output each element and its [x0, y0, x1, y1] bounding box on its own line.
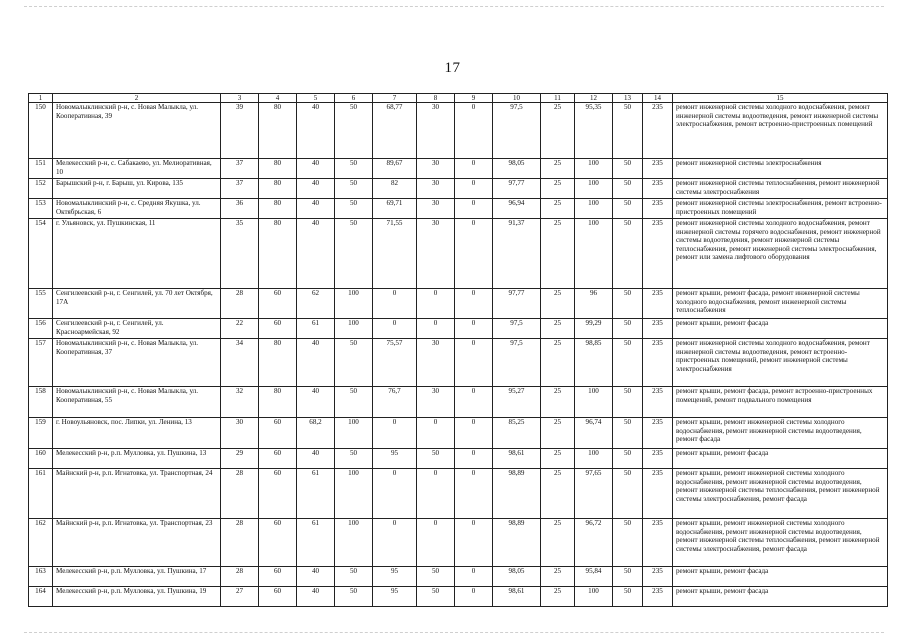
cell-value-11: 25	[541, 567, 575, 587]
cell-value-8: 30	[417, 103, 455, 159]
cell-value-10: 98,05	[493, 567, 541, 587]
cell-value-10: 96,94	[493, 199, 541, 219]
scan-edge-top	[24, 6, 884, 8]
cell-value-6: 50	[335, 179, 373, 199]
cell-row-number: 152	[29, 179, 53, 199]
cell-value-10: 97,77	[493, 289, 541, 319]
cell-address: Барышский р-н, г. Барыш, ул. Кирова, 135	[53, 179, 221, 199]
cell-value-6: 50	[335, 339, 373, 387]
cell-value-10: 97,5	[493, 103, 541, 159]
cell-value-5: 40	[297, 159, 335, 179]
cell-value-8: 30	[417, 339, 455, 387]
column-header: 4	[259, 94, 297, 103]
cell-value-3: 28	[221, 469, 259, 519]
cell-value-10: 97,77	[493, 179, 541, 199]
cell-value-4: 80	[259, 339, 297, 387]
cell-value-3: 39	[221, 103, 259, 159]
cell-value-14: 235	[643, 339, 673, 387]
cell-value-12: 100	[575, 179, 613, 199]
cell-value-5: 40	[297, 103, 335, 159]
cell-value-3: 27	[221, 587, 259, 607]
cell-row-number: 162	[29, 519, 53, 567]
column-header: 14	[643, 94, 673, 103]
cell-value-3: 37	[221, 159, 259, 179]
cell-works-list: ремонт инженерной системы электроснабжения, ремонт встроенно-пристроенных помещений	[673, 199, 888, 219]
column-header: 6	[335, 94, 373, 103]
cell-value-6: 50	[335, 387, 373, 418]
cell-value-9: 0	[455, 159, 493, 179]
cell-address: Новомалыклинский р-н, с. Средняя Якушка, ул. Октябрьская, 6	[53, 199, 221, 219]
cell-value-11: 25	[541, 319, 575, 339]
cell-value-7: 76,7	[373, 387, 417, 418]
cell-value-6: 100	[335, 418, 373, 449]
cell-value-12: 100	[575, 387, 613, 418]
cell-value-3: 30	[221, 418, 259, 449]
cell-value-12: 97,65	[575, 469, 613, 519]
cell-row-number: 157	[29, 339, 53, 387]
cell-value-9: 0	[455, 103, 493, 159]
cell-works-list: ремонт крыши, ремонт инженерной системы холодного водоснабжения, ремонт инженерной системы водоотведения, ремонт инженерной системы теплоснабжения, ремонт инженерной системы электроснабжения, ремонт фасада	[673, 519, 888, 567]
cell-value-6: 100	[335, 469, 373, 519]
cell-value-6: 100	[335, 319, 373, 339]
cell-value-10: 98,89	[493, 519, 541, 567]
cell-value-9: 0	[455, 387, 493, 418]
cell-value-6: 50	[335, 199, 373, 219]
cell-address: Новомалыклинский р-н, с. Новая Малыкла, ул. Кооперативная, 39	[53, 103, 221, 159]
cell-address: Мелекесский р-н, р.п. Мулловка, ул. Пушкина, 13	[53, 449, 221, 469]
table-row	[29, 449, 888, 469]
cell-value-8: 0	[417, 418, 455, 449]
cell-value-5: 62	[297, 289, 335, 319]
cell-address: Сенгилеевский р-н, г. Сенгилей, ул. Красноармейская, 92	[53, 319, 221, 339]
cell-value-10: 91,37	[493, 219, 541, 289]
cell-value-12: 100	[575, 199, 613, 219]
cell-address: Новомалыклинский р-н, с. Новая Малыкла, ул. Кооперативная, 55	[53, 387, 221, 418]
cell-row-number: 160	[29, 449, 53, 469]
cell-value-5: 61	[297, 519, 335, 567]
cell-value-5: 40	[297, 567, 335, 587]
cell-value-12: 100	[575, 449, 613, 469]
cell-value-10: 97,5	[493, 339, 541, 387]
cell-value-4: 60	[259, 469, 297, 519]
cell-value-6: 100	[335, 519, 373, 567]
table-row	[29, 418, 888, 449]
page-number: 17	[444, 60, 461, 76]
table-row	[29, 179, 888, 199]
cell-value-14: 235	[643, 319, 673, 339]
cell-value-8: 30	[417, 219, 455, 289]
cell-value-11: 25	[541, 199, 575, 219]
cell-value-13: 50	[613, 289, 643, 319]
cell-value-11: 25	[541, 289, 575, 319]
table-row	[29, 587, 888, 607]
cell-value-9: 0	[455, 319, 493, 339]
housing-repair-table	[28, 93, 888, 607]
column-number-row	[29, 94, 888, 103]
cell-value-14: 235	[643, 289, 673, 319]
cell-value-4: 80	[259, 179, 297, 199]
column-header: 3	[221, 94, 259, 103]
cell-value-12: 96	[575, 289, 613, 319]
cell-value-8: 30	[417, 387, 455, 418]
cell-value-13: 50	[613, 418, 643, 449]
cell-value-3: 35	[221, 219, 259, 289]
cell-value-3: 28	[221, 289, 259, 319]
cell-value-10: 85,25	[493, 418, 541, 449]
column-header: 8	[417, 94, 455, 103]
cell-works-list: ремонт крыши, ремонт инженерной системы холодного водоснабжения, ремонт инженерной системы водоотведения, ремонт инженерной системы теплоснабжения, ремонт инженерной системы электроснабжения, ремонт фасада	[673, 469, 888, 519]
table-row	[29, 387, 888, 418]
cell-value-14: 235	[643, 519, 673, 567]
cell-value-7: 0	[373, 519, 417, 567]
table-row	[29, 219, 888, 289]
cell-value-10: 98,89	[493, 469, 541, 519]
cell-value-5: 40	[297, 587, 335, 607]
cell-value-11: 25	[541, 418, 575, 449]
cell-address: Мелекесский р-н, с. Сабакаево, ул. Мелиоративная, 10	[53, 159, 221, 179]
cell-value-8: 50	[417, 587, 455, 607]
cell-address: г. Новоульяновск, пос. Липки, ул. Ленина, 13	[53, 418, 221, 449]
cell-value-11: 25	[541, 519, 575, 567]
table-row	[29, 339, 888, 387]
table-body	[29, 103, 888, 607]
cell-row-number: 155	[29, 289, 53, 319]
cell-value-7: 0	[373, 289, 417, 319]
cell-value-3: 37	[221, 179, 259, 199]
cell-works-list: ремонт инженерной системы электроснабжения	[673, 159, 888, 179]
cell-value-13: 50	[613, 219, 643, 289]
cell-value-3: 28	[221, 567, 259, 587]
cell-value-10: 98,61	[493, 587, 541, 607]
cell-value-13: 50	[613, 587, 643, 607]
cell-value-6: 50	[335, 219, 373, 289]
cell-value-8: 0	[417, 319, 455, 339]
cell-value-13: 50	[613, 319, 643, 339]
cell-value-14: 235	[643, 469, 673, 519]
cell-works-list: ремонт инженерной системы теплоснабжения, ремонт инженерной системы электроснабжения	[673, 179, 888, 199]
cell-value-14: 235	[643, 103, 673, 159]
column-header: 5	[297, 94, 335, 103]
cell-value-3: 29	[221, 449, 259, 469]
cell-value-6: 50	[335, 587, 373, 607]
cell-works-list: ремонт крыши, ремонт инженерной системы холодного водоснабжения, ремонт инженерной системы водоотведения, ремонт фасада	[673, 418, 888, 449]
cell-value-9: 0	[455, 587, 493, 607]
cell-works-list: ремонт крыши, ремонт фасада, ремонт инженерной системы холодного водоснабжения, ремонт инженерной системы теплоснабжения	[673, 289, 888, 319]
scan-edge-bottom	[24, 632, 884, 634]
cell-value-12: 99,29	[575, 319, 613, 339]
cell-value-13: 50	[613, 159, 643, 179]
cell-value-7: 0	[373, 469, 417, 519]
cell-value-11: 25	[541, 219, 575, 289]
cell-value-14: 235	[643, 159, 673, 179]
cell-value-11: 25	[541, 179, 575, 199]
cell-value-4: 60	[259, 289, 297, 319]
cell-address: Мелекесский р-н, р.п. Мулловка, ул. Пушкина, 19	[53, 587, 221, 607]
cell-value-14: 235	[643, 219, 673, 289]
column-header: 9	[455, 94, 493, 103]
column-header: 11	[541, 94, 575, 103]
cell-value-5: 68,2	[297, 418, 335, 449]
cell-value-13: 50	[613, 199, 643, 219]
cell-value-8: 0	[417, 519, 455, 567]
cell-row-number: 164	[29, 587, 53, 607]
table-row	[29, 199, 888, 219]
cell-value-9: 0	[455, 418, 493, 449]
cell-row-number: 159	[29, 418, 53, 449]
cell-value-12: 96,72	[575, 519, 613, 567]
cell-value-9: 0	[455, 199, 493, 219]
column-header: 12	[575, 94, 613, 103]
cell-value-11: 25	[541, 587, 575, 607]
cell-value-7: 71,55	[373, 219, 417, 289]
cell-value-7: 69,71	[373, 199, 417, 219]
cell-value-12: 100	[575, 587, 613, 607]
cell-value-14: 235	[643, 567, 673, 587]
column-header: 13	[613, 94, 643, 103]
cell-value-7: 89,67	[373, 159, 417, 179]
cell-value-5: 40	[297, 449, 335, 469]
cell-value-7: 0	[373, 418, 417, 449]
cell-value-8: 50	[417, 449, 455, 469]
cell-value-9: 0	[455, 449, 493, 469]
table-row	[29, 567, 888, 587]
cell-value-4: 60	[259, 418, 297, 449]
cell-value-14: 235	[643, 418, 673, 449]
cell-value-5: 40	[297, 219, 335, 289]
cell-value-5: 61	[297, 319, 335, 339]
cell-works-list: ремонт крыши, ремонт фасада	[673, 587, 888, 607]
cell-works-list: ремонт крыши, ремонт фасада	[673, 319, 888, 339]
cell-value-9: 0	[455, 179, 493, 199]
cell-value-4: 80	[259, 159, 297, 179]
column-header: 10	[493, 94, 541, 103]
cell-value-14: 235	[643, 179, 673, 199]
cell-value-8: 0	[417, 469, 455, 519]
cell-works-list: ремонт инженерной системы холодного водоснабжения, ремонт инженерной системы горячего водоснабжения, ремонт инженерной системы водоотведения, ремонт инженерной системы теплоснабжения, ремонт инженерной системы электроснабжения, ремонт или замена лифтового оборудования	[673, 219, 888, 289]
cell-value-7: 95	[373, 449, 417, 469]
cell-value-3: 28	[221, 519, 259, 567]
cell-value-12: 98,85	[575, 339, 613, 387]
cell-address: Мелекесский р-н, р.п. Мулловка, ул. Пушкина, 17	[53, 567, 221, 587]
cell-value-7: 82	[373, 179, 417, 199]
cell-value-12: 100	[575, 159, 613, 179]
table-row	[29, 469, 888, 519]
cell-address: Майнский р-н, р.п. Игнатовка, ул. Транспортная, 24	[53, 469, 221, 519]
cell-value-4: 60	[259, 519, 297, 567]
cell-value-9: 0	[455, 567, 493, 587]
cell-address: Новомалыклинский р-н, с. Новая Малыкла, ул. Кооперативная, 37	[53, 339, 221, 387]
table-row	[29, 519, 888, 567]
cell-value-6: 50	[335, 449, 373, 469]
table-row	[29, 319, 888, 339]
cell-value-7: 95	[373, 567, 417, 587]
cell-value-11: 25	[541, 103, 575, 159]
cell-value-12: 95,35	[575, 103, 613, 159]
cell-value-5: 40	[297, 199, 335, 219]
cell-value-10: 95,27	[493, 387, 541, 418]
cell-value-6: 50	[335, 567, 373, 587]
cell-row-number: 153	[29, 199, 53, 219]
cell-value-4: 80	[259, 199, 297, 219]
cell-value-13: 50	[613, 339, 643, 387]
cell-value-11: 25	[541, 159, 575, 179]
cell-value-8: 30	[417, 159, 455, 179]
cell-value-6: 50	[335, 159, 373, 179]
cell-value-13: 50	[613, 103, 643, 159]
cell-value-4: 60	[259, 319, 297, 339]
column-header: 1	[29, 94, 53, 103]
cell-value-9: 0	[455, 519, 493, 567]
cell-address: Майнский р-н, р.п. Игнатовка, ул. Транспортная, 23	[53, 519, 221, 567]
cell-value-11: 25	[541, 449, 575, 469]
cell-value-7: 0	[373, 319, 417, 339]
cell-value-5: 61	[297, 469, 335, 519]
cell-value-13: 50	[613, 387, 643, 418]
cell-value-13: 50	[613, 519, 643, 567]
cell-value-3: 22	[221, 319, 259, 339]
cell-value-6: 100	[335, 289, 373, 319]
cell-row-number: 156	[29, 319, 53, 339]
cell-value-10: 97,5	[493, 319, 541, 339]
cell-value-5: 40	[297, 179, 335, 199]
cell-value-13: 50	[613, 469, 643, 519]
cell-value-13: 50	[613, 449, 643, 469]
table-row	[29, 289, 888, 319]
cell-value-4: 80	[259, 219, 297, 289]
cell-value-7: 95	[373, 587, 417, 607]
cell-value-9: 0	[455, 219, 493, 289]
cell-value-14: 235	[643, 199, 673, 219]
cell-address: Сенгилеевский р-н, г. Сенгилей, ул. 70 лет Октября, 17А	[53, 289, 221, 319]
cell-works-list: ремонт крыши, ремонт фасада	[673, 567, 888, 587]
cell-value-7: 75,57	[373, 339, 417, 387]
cell-value-12: 95,84	[575, 567, 613, 587]
cell-value-3: 36	[221, 199, 259, 219]
cell-value-14: 235	[643, 449, 673, 469]
cell-value-9: 0	[455, 339, 493, 387]
cell-value-3: 32	[221, 387, 259, 418]
cell-value-10: 98,61	[493, 449, 541, 469]
cell-value-10: 98,05	[493, 159, 541, 179]
cell-row-number: 158	[29, 387, 53, 418]
cell-value-9: 0	[455, 469, 493, 519]
cell-value-11: 25	[541, 469, 575, 519]
cell-row-number: 161	[29, 469, 53, 519]
table-row	[29, 103, 888, 159]
column-header: 7	[373, 94, 417, 103]
cell-value-14: 235	[643, 587, 673, 607]
cell-value-8: 30	[417, 199, 455, 219]
cell-value-4: 60	[259, 567, 297, 587]
cell-value-11: 25	[541, 339, 575, 387]
cell-value-3: 34	[221, 339, 259, 387]
cell-value-13: 50	[613, 179, 643, 199]
cell-value-8: 50	[417, 567, 455, 587]
cell-row-number: 163	[29, 567, 53, 587]
cell-works-list: ремонт инженерной системы холодного водоснабжения, ремонт инженерной системы водоотведения, ремонт встроенно-пристроенных помещений, ремонт инженерной системы электроснабжения	[673, 339, 888, 387]
cell-value-8: 30	[417, 179, 455, 199]
cell-works-list: ремонт крыши, ремонт фасада, ремонт встроенно-пристроенных помещений, ремонт подвального помещения	[673, 387, 888, 418]
cell-address: г. Ульяновск, ул. Пушкинская, 11	[53, 219, 221, 289]
cell-row-number: 150	[29, 103, 53, 159]
table-row	[29, 159, 888, 179]
cell-value-13: 50	[613, 567, 643, 587]
cell-works-list: ремонт инженерной системы холодного водоснабжения, ремонт инженерной системы водоотведения, ремонт инженерной системы электроснабжения, ремонт встроенно-пристроенных помещений	[673, 103, 888, 159]
column-header: 2	[53, 94, 221, 103]
cell-value-5: 40	[297, 339, 335, 387]
cell-value-5: 40	[297, 387, 335, 418]
cell-row-number: 151	[29, 159, 53, 179]
cell-value-7: 68,77	[373, 103, 417, 159]
cell-value-4: 60	[259, 587, 297, 607]
cell-value-4: 80	[259, 103, 297, 159]
cell-value-11: 25	[541, 387, 575, 418]
cell-value-12: 100	[575, 219, 613, 289]
cell-value-14: 235	[643, 387, 673, 418]
cell-value-9: 0	[455, 289, 493, 319]
column-header: 15	[673, 94, 888, 103]
cell-works-list: ремонт крыши, ремонт фасада	[673, 449, 888, 469]
cell-row-number: 154	[29, 219, 53, 289]
cell-value-8: 0	[417, 289, 455, 319]
cell-value-6: 50	[335, 103, 373, 159]
cell-value-4: 80	[259, 387, 297, 418]
cell-value-4: 60	[259, 449, 297, 469]
cell-value-12: 96,74	[575, 418, 613, 449]
